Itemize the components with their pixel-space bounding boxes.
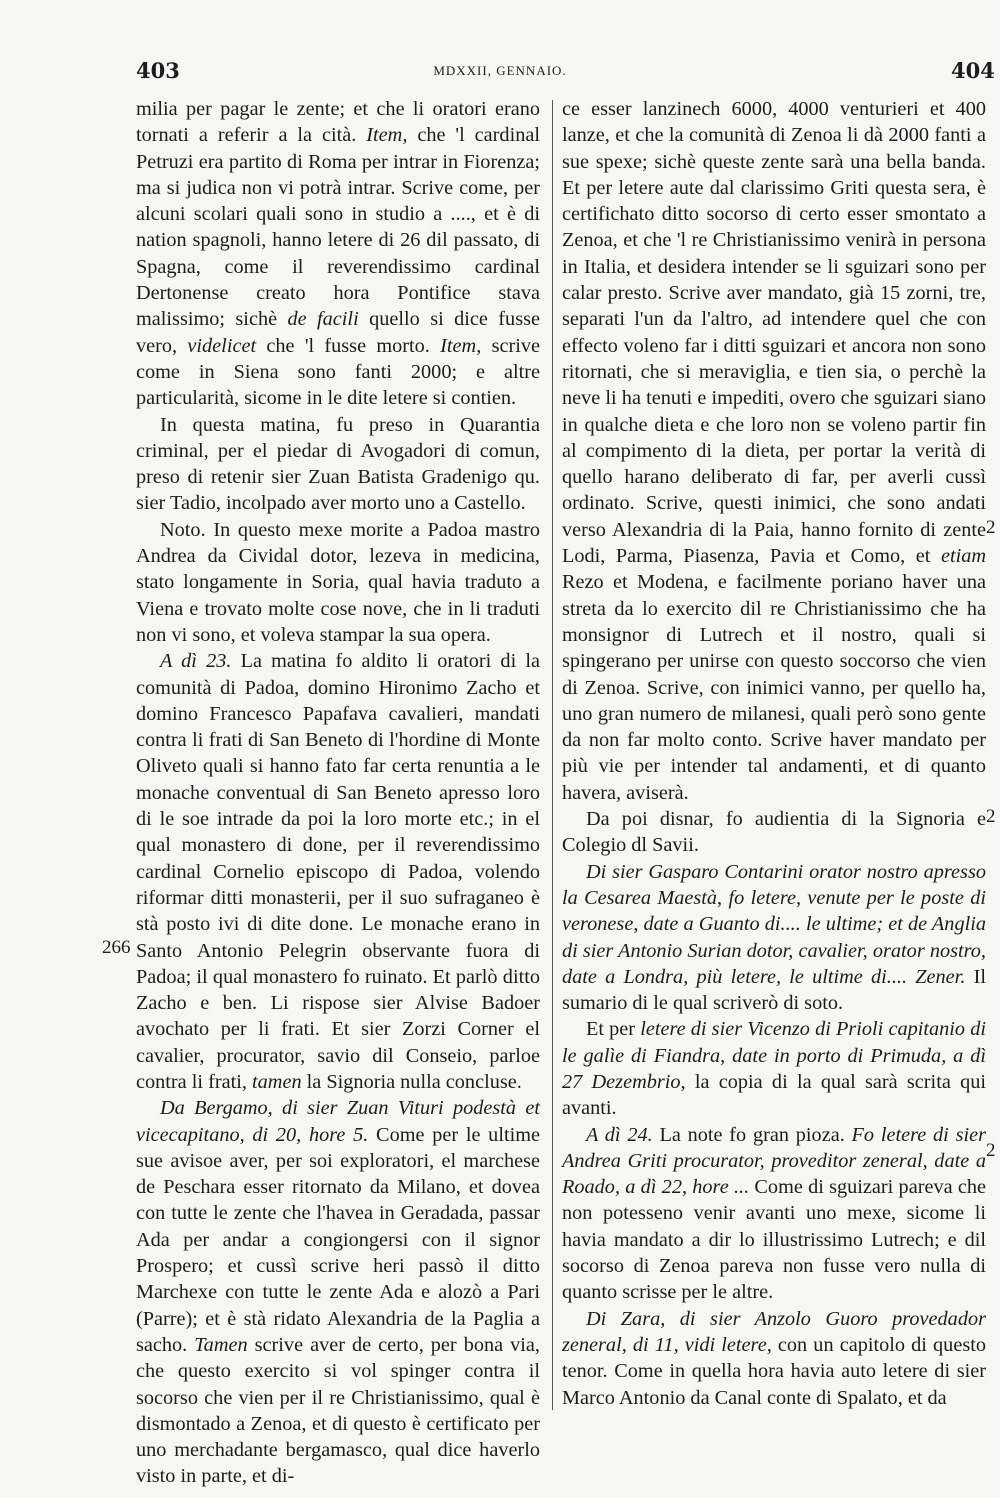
margin-number: 266 <box>102 937 131 958</box>
running-title: MDXXII, GENNAIO. <box>433 63 567 78</box>
column-divider <box>552 100 553 1410</box>
margin-number: 2 <box>986 1140 996 1161</box>
paragraph: Di sier Gasparo Contarini orator nostro apresso la Cesarea Maestà, fo letere, venute per le poste di veronese, date a Guanto di.... le ultime; et de Anglia di sier Antonio Surian dotor, cavalier, orator nostro, date a Londra, più letere, le ultime di.... Zener. Il sumario di le qual scriverò di soto. <box>562 860 986 1015</box>
page-number-left: 403 <box>136 58 180 83</box>
paragraph: Da Bergamo, di sier Zuan Vituri podestà et vicecapitano, di 20, hore 5. Come per le ultime sue avisoe aver, per soi exploratori, el marchese de Peschara esser ritornato da Milano, et dovea con tutte le zente che l'havea in Geradada, passar Ada per andar a congiongersi con il signor Prospero; et cussì scrive heri passò il ditto Marchexe con tutte le zente Ada e alozò a Pari (Parre); et è stà ridato Alexandria de la Paglia a sacho. Tamen scrive aver de certo, per bona via, che questo exercito si vol spinger contra il socorso che vien per il re Christianissimo, qual è dismontado a Zenoa, et di questo è certificato per uno merchadante bergamasco, qual dice haverlo visto in parte, et di- <box>136 1097 540 1488</box>
paragraph: Da poi disnar, fo audientia di la Signoria e Colegio dl Savii. <box>562 808 986 857</box>
paragraph: Di Zara, di sier Anzolo Guoro provedador zeneral, di 11, vidi letere, con un capitolo di questo tenor. Come in quella hora havia auto letere di sier Marco Antonio da Canal conte di Spalato, et da <box>562 1307 986 1409</box>
paragraph: In questa matina, fu preso in Quarantia criminal, per el piedar di Avogadori di comun, preso di retenir sier Zuan Batista Gradenigo qu. sier Tadio, incolpado aver morto uno a Castello. <box>136 413 540 515</box>
margin-number: 2 <box>986 517 996 538</box>
paragraph: A dì 23. La matina fo aldito li oratori di la comunità di Padoa, domino Hironimo Zacho et domino Francesco Papafava cavalieri, mandati contra li frati di San Beneto di l'hordine di Monte Oliveto quali si hanno fato far certa renuntia a le monache conventual di San Beneto apresso loro di le soe intrade da poi la loro morte etc.; in el qual monastero di done, per il reverendissimo cardinal Cornelio episcopo di Padoa, volendo riformar ditti monasterii, per il suo sufraganeo è stà posto ivi di dite done. Le monache erano in Santo Antonio Pelegrin observante fuora di Padoa; il qual monastero fo ruinato. Et parlò ditto Zacho e ben. Li rispose sier Alvise Badoer avochato per li frati. Et sier Zorzi Corner el cavalier, procurator, savio dil Conseio, parloe contra li frati, tamen la Signoria nulla concluse. <box>136 650 540 1093</box>
page-number-right: 404 <box>951 58 995 83</box>
left-column <box>136 96 540 1488</box>
right-column <box>562 96 986 1458</box>
paragraph: Et per letere di sier Vicenzo di Prioli capitanio di le galìe di Fiandra, date in porto di Primuda, a dì 27 Dezembrio, la copia di la qual sarà scrita qui avanti. <box>562 1018 987 1120</box>
margin-number: 2 <box>986 806 996 827</box>
paragraph: Noto. In questo mexe morite a Padoa mastro Andrea da Cividal dotor, lezeva in medicina, stato longamente in Soria, qual havia traduto a Viena e trovato molte cose nove, che in li traduti non vi sono, et voleva stampar la sua opera. <box>136 518 540 646</box>
paragraph: milia per pagar le zente; et che li oratori erano tornati a referir a la cità. Item, che 'l cardinal Petruzi era partito di Roma per intrar in Fiorenza; ma si judica non vi potrà intrar. Scrive come, per alcuni scolari quali sono in studio a ...., et è di nation spagnoli, hanno letere di 26 dil passato, di Spagna, come il reverendissimo cardinal Dertonense creato hora Pontifice stava malissimo; sichè de facili quello si dice fusse vero, videlicet che 'l fusse morto. Item, scrive come in Siena sono fanti 2000; e altre particularità, sicome in le dite letere si contien. <box>136 98 540 410</box>
paragraph: A dì 24. La note fo gran pioza. Fo letere di sier Andrea Griti procurator, proveditor zeneral, date a Roado, a dì 22, hore ... Come di sguizari pareva che non potesseno venir avanti uno mexe, sicome li havia mandato a dir lo illustrissimo Lutrech; e dil socorso di Zenoa pareva non fusse vero nulla di quanto scrisse per le altre. <box>562 1123 986 1304</box>
paragraph: ce esser lanzinech 6000, 4000 venturieri et 400 lanze, et che la comunità di Zenoa li dà 2000 fanti a sue spexe; sichè queste zente sarà una bella banda. Et per letere aute dal clarissimo Griti questa sera, è certifichato ditto socorso di certo esser smontato a Zenoa, et che 'l re Christianissimo venirà in persona in Italia, et desidera intender se li sguizari sono per calar presto. Scrive aver mandato, già 15 zorni, tre, separati l'un da l'altro, ad intendere quel che con effecto voleno far i ditti sguizari et ancora non sono ritornati, che si meraviglia, e tien sia, o perchè la neve li ha tenuti e impediti, overo che sguizari siano in qualche dieta e che loro non se voleno partir fin al compimento di la dieta, per portar la verità di quello harano deliberato di far, per averli cussì ordinato. Scrive, questi inimici, che sono andati verso Alexandria di la Paia, hanno fornito di zente Lodi, Parma, Piasenza, Pavia et Como, et etiam Rezo et Modena, e facilmente poriano haver una streta da lo exercito dil re Christianissimo che ha monsignor di Lutrech et il nostro, quali si spingerano per unirse con questo soccorso che vien di Zenoa. Scrive, con inimici vanno, per quello ha, uno gran numero de milanesi, quali però sono gente da non far molto conto. Scrive haver mandato per più vie per intender tal andamenti, et di quanto havera, aviserà. <box>562 98 986 804</box>
